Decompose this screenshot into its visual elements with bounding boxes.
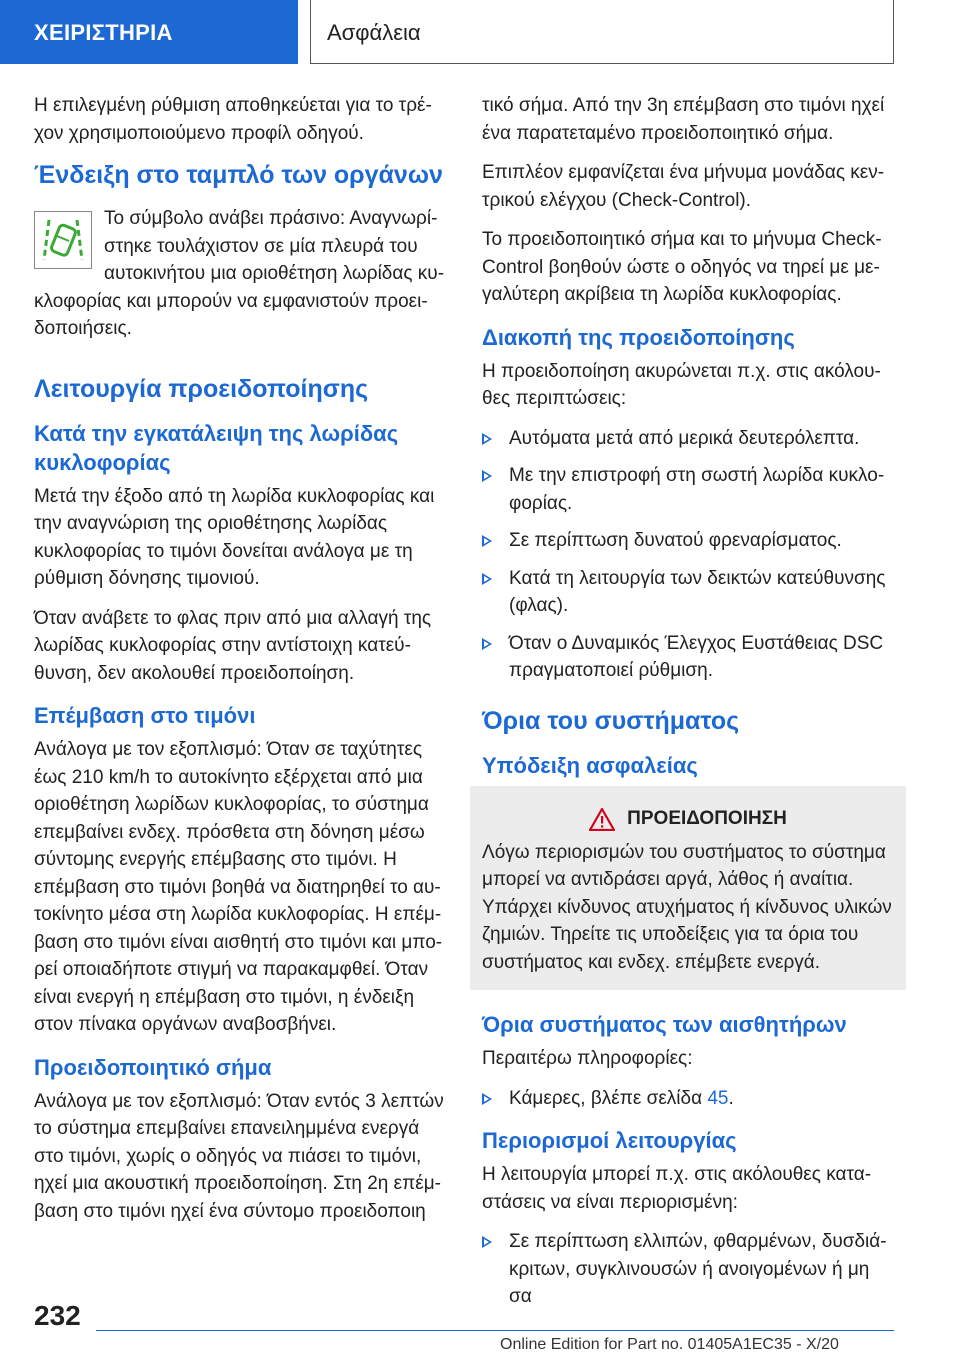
- heading-steering-intervention: Επέμβαση στο τιμόνι: [34, 703, 256, 728]
- lane-departure-warning-icon: [34, 211, 92, 269]
- heading-cancel-warning: Διακοπή της προειδοποίησης: [482, 324, 795, 350]
- heading-warning-function: Λειτουργία προειδοποίησης: [34, 374, 369, 403]
- signal-paragraph: Ανάλογα με τον εξοπλισμό: Όταν εντός 3 λεπτών το σύστημα επεμβαίνει επανειλημμένα ενεργά στο τιμόνι, χωρίς ο οδηγός να πιάσει το τιμόνι, ηχεί μια ακουστική προειδοποίηση. Στη 2η επέμβαση στο τιμόνι ηχεί ένα σύντομο προειδοποιη: [34, 1090, 444, 1222]
- heading-safety-note: Υπόδειξη ασφαλείας: [482, 752, 698, 778]
- bullet-triangle-icon: [482, 1236, 492, 1248]
- leaving-paragraph-1: Μετά την έξοδο από τη λωρίδα κυκλοφορίας και την αναγνώριση της οριοθέτησης λωρίδας κυκλοφορίας το τιμόνι δονείται ανάλογα με τη ρύθμιση δόνησης τιμονιού.: [34, 485, 435, 589]
- header-section-tab: [0, 0, 298, 64]
- bullet-triangle-icon: [482, 433, 492, 445]
- heading-leaving-lane: Κατά την εγκατάλειψη της λωρίδας κυκλοφορίας: [34, 420, 399, 475]
- header-chapter-label: Ασφάλεια: [327, 20, 421, 45]
- function-limits-intro: Η λειτουργία μπορεί π.χ. στις ακόλουθες καταστάσεις να είναι περιορισμένη:: [482, 1164, 872, 1213]
- steering-paragraph: Ανάλογα με τον εξοπλισμό: Όταν σε ταχύτητες έως 210 km/h το αυτοκίνητο εξέρχεται από μια οριοθέτηση λωρίδων κυκλοφορίας, το σύστημα επεμβαίνει ενδεχ. πρόσθετα στη δόνηση μέσω σύντομης ενεργής επέμβασης στο τιμόνι. Η επέμβαση στο τιμόνι βοηθά να διατηρηθεί το αυτοκίνητο μέσα στη λωρίδα κυκλοφορίας. Η επέμβαση στο τιμόνι είναι αισθητή στο τιμόνι και μπορεί οποιαδήποτε στιγμή να παρακαμφθεί. Όταν είναι ενεργή η επέμβαση στο τιμόνι, η ένδειξη στον πίνακα οργάνων αναβοσβήνει.: [34, 739, 443, 1035]
- bullet-triangle-icon: [482, 1093, 492, 1105]
- cancel-intro: Η προειδοποίηση ακυρώνεται π.χ. στις ακόλουθες περιπτώσεις:: [482, 360, 881, 409]
- heading-instrument-display: Ένδειξη στο ταμπλό των οργάνων: [34, 161, 443, 189]
- list-item: Κάμερες, βλέπε σελίδα 45.: [482, 1085, 894, 1113]
- footer-divider: [96, 1330, 894, 1331]
- heading-sensor-limits: Όρια συστήματος των αισθητήρων: [482, 1012, 847, 1037]
- list-item: Σε περίπτωση δυνατού φρεναρίσματος.: [482, 527, 894, 555]
- right-column: [482, 92, 894, 1321]
- heading-warning-signal: Προειδοποιητικό σήμα: [34, 1054, 272, 1080]
- header-chapter-box: [310, 0, 894, 64]
- page-number: 232: [34, 1300, 81, 1331]
- footer-edition: Online Edition for Part no. 01405A1EC35 - X/20: [500, 1336, 839, 1353]
- bullet-triangle-icon: [482, 638, 492, 650]
- list-item: Όταν ο Δυναμικός Έλεγχος Ευστάθειας DSC πραγματοποιεί ρύθμιση.: [482, 630, 894, 685]
- sensor-intro: Περαιτέρω πληροφορίες:: [482, 1048, 693, 1069]
- page-link[interactable]: 45: [707, 1087, 729, 1109]
- check-control-paragraph: Επιπλέον εμφανίζεται ένα μήνυμα μονάδας κεντρικού ελέγχου (Check-Control).: [482, 162, 885, 211]
- list-item: Σε περίπτωση ελλιπών, φθαρμένων, δυσδιάκριτων, συγκλινουσών ή ανοιγομένων ή μη σα: [482, 1228, 894, 1311]
- warning-text: Λόγω περιορισμών του συστήματος το σύστημα μπορεί να αντιδράσει αργά, λάθος ή αναίτια. Υπάρχει κίνδυνος ατυχήματος ή κίνδυνος υλικών ζημιών. Τηρείτε τις υποδείξεις για τα όρια του συστήματος και ενδεχ. επέμβετε ενεργά.: [482, 841, 892, 973]
- warning-box: [470, 786, 906, 991]
- function-limits-list: [482, 1228, 894, 1311]
- warning-triangle-icon: [589, 808, 615, 831]
- list-item: Αυτόματα μετά από μερικά δευτερόλεπτα.: [482, 425, 894, 453]
- bullet-triangle-icon: [482, 535, 492, 547]
- bullet-triangle-icon: [482, 470, 492, 482]
- display-paragraph: Το σύμβολο ανάβει πράσινο: Αναγνωρίστηκε τουλάχιστον σε μία πλευρά του αυτοκινήτου μια οριοθέτηση λωρίδας κυκλοφορίας και μπορούν να εμφανιστούν προειδοποιήσεις.: [34, 208, 445, 339]
- continued-paragraph: τικό σήμα. Από την 3η επέμβαση στο τιμόνι ηχεί ένα παρατεταμένο προειδοποιητικό σήμα.: [482, 95, 885, 144]
- help-paragraph: Το προειδοποιητικό σήμα και το μήνυμα Check-Control βοηθούν ώστε ο οδηγός να τηρεί με μεγαλύτερη ακρίβεια τη λωρίδα κυκλοφορίας.: [482, 229, 882, 305]
- header-section-label: ΧΕΙΡΙΣΤΗΡΙΑ: [34, 20, 173, 45]
- heading-system-limits: Όρια του συστήματος: [482, 706, 740, 735]
- left-column: [34, 92, 446, 1237]
- warning-title: ΠΡΟΕΙΔΟΠΟΙΗΣΗ: [627, 808, 787, 829]
- leaving-paragraph-2: Όταν ανάβετε το φλας πριν από μια αλλαγή της λωρίδας κυκλοφορίας στην αντίστοιχη κατεύθυνση, δεν ακολουθεί προειδοποίηση.: [34, 607, 432, 684]
- bullet-triangle-icon: [482, 573, 492, 585]
- list-item: Κατά τη λειτουργία των δεικτών κατεύθυνσης (φλας).: [482, 565, 894, 620]
- warning-header: [482, 808, 894, 831]
- intro-paragraph: Η επιλεγμένη ρύθμιση αποθηκεύεται για το τρέχον χρησιμοποιούμενο προφίλ οδηγού.: [34, 95, 432, 144]
- cancel-list: [482, 425, 894, 685]
- sensor-list: [482, 1085, 894, 1113]
- heading-function-limits: Περιορισμοί λειτουργίας: [482, 1128, 737, 1153]
- display-figure-row: [34, 205, 446, 355]
- list-item: Με την επιστροφή στη σωστή λωρίδα κυκλοφορίας.: [482, 462, 894, 517]
